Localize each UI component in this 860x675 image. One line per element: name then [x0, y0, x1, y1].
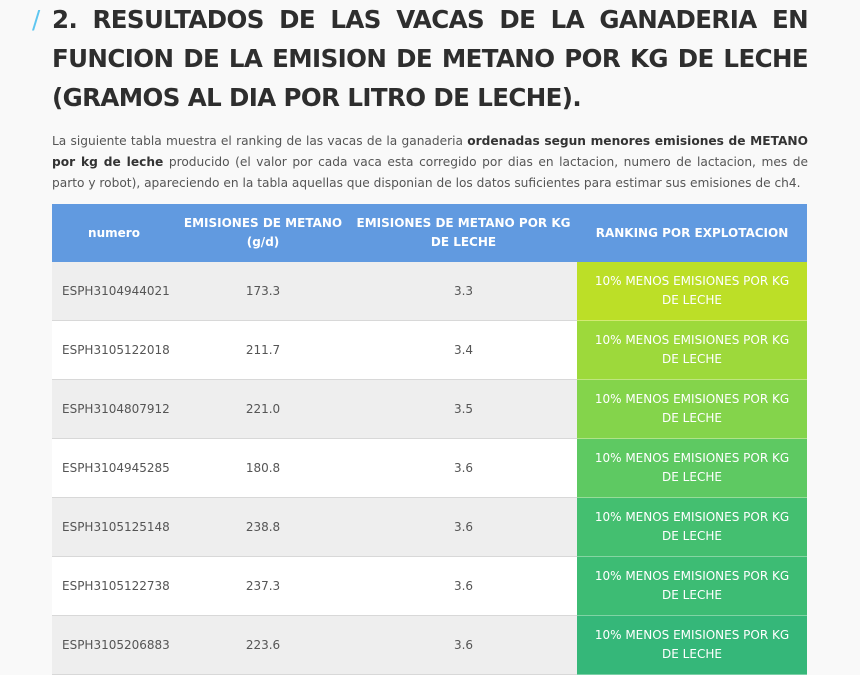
- cell-numero: ESPH3105206883: [52, 616, 176, 675]
- cell-emisiones: 173.3: [176, 262, 350, 321]
- cell-numero: ESPH3104945285: [52, 439, 176, 498]
- cell-emisiones: 221.0: [176, 380, 350, 439]
- cell-emisiones: 223.6: [176, 616, 350, 675]
- cell-numero: ESPH3105125148: [52, 498, 176, 557]
- table-row: [52, 262, 807, 321]
- intro-text-end: producido (el valor por cada vaca esta corregido por dias en lactacion, numero de lactacion, mes de parto y robot), apareciendo en la tabla aquellas que disponian de los datos suficientes para estimar sus emisiones de ch4.: [52, 155, 808, 190]
- column-header-emisiones[interactable]: EMISIONES DE METANO (g/d): [176, 204, 350, 262]
- cell-ranking: 10% MENOS EMISIONES POR KG DE LECHE: [577, 616, 807, 675]
- section-heading: [32, 0, 808, 117]
- table-body: [52, 262, 807, 675]
- cell-emisiones: 237.3: [176, 557, 350, 616]
- cell-ranking: 10% MENOS EMISIONES POR KG DE LECHE: [577, 557, 807, 616]
- intro-text-bold: ordenadas segun menores emisiones de METANO por kg de leche: [52, 134, 808, 169]
- cell-emisiones-por-kg: 3.6: [350, 439, 577, 498]
- column-header-numero[interactable]: numero: [52, 204, 176, 262]
- cell-emisiones-por-kg: 3.6: [350, 498, 577, 557]
- table-header: [52, 204, 807, 262]
- intro-paragraph: [52, 131, 808, 194]
- cell-emisiones-por-kg: 3.4: [350, 321, 577, 380]
- cell-emisiones-por-kg: 3.5: [350, 380, 577, 439]
- table-row: [52, 498, 807, 557]
- cell-ranking: 10% MENOS EMISIONES POR KG DE LECHE: [577, 439, 807, 498]
- heading-slash-accent: /: [32, 5, 40, 34]
- header-row: [52, 204, 807, 262]
- cell-emisiones-por-kg: 3.6: [350, 557, 577, 616]
- ranking-table: [52, 204, 807, 675]
- cell-numero: ESPH3105122018: [52, 321, 176, 380]
- column-header-ranking[interactable]: RANKING POR EXPLOTACION: [577, 204, 807, 262]
- cell-emisiones-por-kg: 3.6: [350, 616, 577, 675]
- ranking-table-container: [52, 204, 807, 675]
- table-row: [52, 616, 807, 675]
- cell-emisiones: 238.8: [176, 498, 350, 557]
- cell-numero: ESPH3105122738: [52, 557, 176, 616]
- cell-numero: ESPH3104944021: [52, 262, 176, 321]
- table-row: [52, 439, 807, 498]
- cell-ranking: 10% MENOS EMISIONES POR KG DE LECHE: [577, 262, 807, 321]
- cell-ranking: 10% MENOS EMISIONES POR KG DE LECHE: [577, 321, 807, 380]
- cell-emisiones: 211.7: [176, 321, 350, 380]
- cell-emisiones-por-kg: 3.3: [350, 262, 577, 321]
- table-row: [52, 321, 807, 380]
- cell-emisiones: 180.8: [176, 439, 350, 498]
- heading-text: 2. RESULTADOS DE LAS VACAS DE LA GANADERIA EN FUNCION DE LA EMISION DE METANO POR KG DE LECHE (GRAMOS AL DIA POR LITRO DE LECHE).: [52, 5, 808, 112]
- cell-ranking: 10% MENOS EMISIONES POR KG DE LECHE: [577, 498, 807, 557]
- cell-ranking: 10% MENOS EMISIONES POR KG DE LECHE: [577, 380, 807, 439]
- table-row: [52, 380, 807, 439]
- table-row: [52, 557, 807, 616]
- cell-numero: ESPH3104807912: [52, 380, 176, 439]
- intro-text-start: La siguiente tabla muestra el ranking de las vacas de la ganaderia: [52, 134, 468, 148]
- column-header-emisiones-por-kg[interactable]: EMISIONES DE METANO POR KG DE LECHE: [350, 204, 577, 262]
